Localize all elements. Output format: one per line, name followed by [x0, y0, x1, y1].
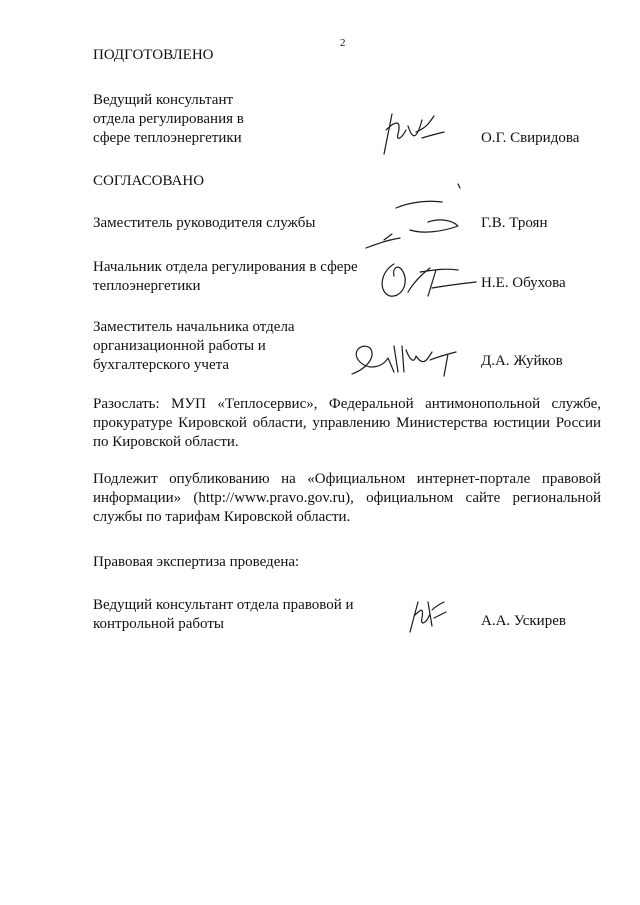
- signature-troyan: [362, 180, 472, 255]
- distribution-paragraph: Разослать: МУП «Теплосервис», Федеральной антимонопольной службе, прокуратуре Кировской области, управлению Министерства юстиции России по Кировской области.: [93, 396, 601, 450]
- legal-review-heading: Правовая экспертиза проведена:: [93, 554, 300, 570]
- agreed-position-3: Заместитель начальника отдела организационной работы и бухгалтерского учета: [93, 319, 295, 373]
- signature-sviridova: [372, 108, 447, 158]
- agreed-name-2: Н.Е. Обухова: [481, 275, 566, 291]
- signature-obukhova: [372, 252, 482, 302]
- agreed-name-1: Г.В. Троян: [481, 215, 548, 231]
- prepared-name: О.Г. Свиридова: [481, 130, 580, 146]
- agreed-position-1: Заместитель руководителя службы: [93, 215, 316, 231]
- agreed-position-2: Начальник отдела регулирования в сфере теплоэнергетики: [93, 259, 358, 294]
- signature-zhuykov: [348, 338, 463, 380]
- agreed-heading: СОГЛАСОВАНО: [93, 173, 205, 189]
- prepared-heading: ПОДГОТОВЛЕНО: [93, 47, 214, 63]
- agreed-name-3: Д.А. Жуйков: [481, 353, 563, 369]
- publication-paragraph: Подлежит опубликованию на «Официальном интернет-портале правовой информации» (http://www.pravo.gov.ru), официальном сайте региональной службы по тарифам Кировской области.: [93, 471, 601, 525]
- legal-review-name: А.А. Ускирев: [481, 613, 566, 629]
- prepared-position: Ведущий консультант отдела регулирования в сфере теплоэнергетики: [93, 92, 244, 146]
- page-number: 2: [340, 37, 346, 49]
- signature-uskirev: [404, 596, 449, 636]
- legal-review-position: Ведущий консультант отдела правовой и контрольной работы: [93, 597, 354, 632]
